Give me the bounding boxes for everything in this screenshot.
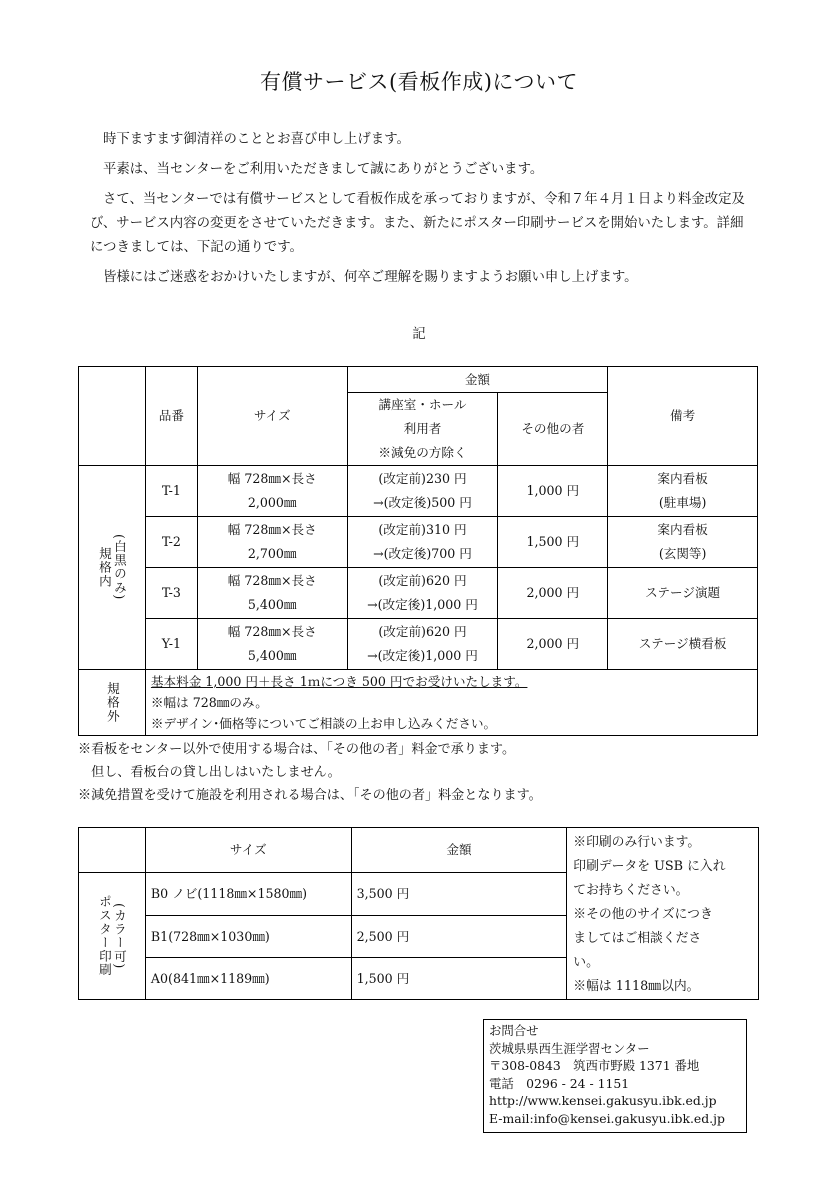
size-line2: 2,700㎜ bbox=[247, 546, 297, 561]
nonstandard-label-cell bbox=[79, 670, 146, 736]
poster-price: 2,500 円 bbox=[351, 916, 567, 958]
poster-size: B1(728㎜×1030㎜) bbox=[145, 916, 351, 958]
size-cell bbox=[197, 619, 347, 670]
price-before: (改定前)230 円 bbox=[378, 471, 467, 486]
page-title: 有償サービス(看板作成)について bbox=[260, 70, 578, 94]
price-before: (改定前)620 円 bbox=[378, 573, 467, 588]
header-remarks: 備考 bbox=[608, 367, 758, 466]
price-after: →(改定後)1,000 円 bbox=[367, 597, 478, 612]
group-standard-label: 規格内 bbox=[96, 547, 112, 588]
price-after: →(改定後)500 円 bbox=[373, 495, 472, 510]
contact-tel: 電話 0296 - 24 - 1151 bbox=[489, 1075, 630, 1091]
table-row bbox=[79, 466, 758, 517]
contact-address: 〒308-0843 筑西市野殿 1371 番地 bbox=[489, 1058, 700, 1073]
price-before: (改定前)620 円 bbox=[378, 624, 467, 639]
poster-group-label: ポスター印刷 bbox=[96, 895, 112, 977]
poster-header-size: サイズ bbox=[145, 828, 351, 873]
poster-size: A0(841㎜×1189㎜) bbox=[145, 958, 351, 1000]
table-row bbox=[79, 619, 758, 670]
side-note-line: ※印刷のみ行います。 bbox=[573, 835, 701, 850]
intro-apology: 皆様にはご迷惑をおかけいたしますが、何卒ご理解を賜りますようお願い申し上げます。 bbox=[103, 270, 638, 285]
item-no: Y-1 bbox=[145, 619, 197, 670]
size-line2: 5,400㎜ bbox=[247, 597, 297, 612]
size-line2: 2,000㎜ bbox=[247, 495, 297, 510]
note-line: ※看板をセンター以外で使用する場合は、「その他の者」料金で承ります。 bbox=[78, 742, 516, 757]
header-size: サイズ bbox=[197, 367, 347, 466]
size-line1: 幅 728㎜×長さ bbox=[227, 573, 317, 588]
nonstandard-line2: ※幅は 728㎜のみ。 bbox=[150, 695, 268, 710]
header-other-price: その他の者 bbox=[498, 393, 608, 466]
group-standard-cell bbox=[79, 466, 146, 670]
other-price: 2,000 円 bbox=[498, 619, 608, 670]
remark-line2: (玄関等) bbox=[658, 546, 707, 561]
side-note-line: い。 bbox=[573, 955, 599, 970]
size-cell bbox=[197, 466, 347, 517]
other-price: 1,500 円 bbox=[498, 517, 608, 568]
remark-cell: ステージ横看板 bbox=[608, 619, 758, 670]
ki-label: 記 bbox=[412, 327, 426, 342]
note-line: ※減免措置を受けて施設を利用される場合は、「その他の者」料金となります。 bbox=[78, 788, 542, 803]
size-line1: 幅 728㎜×長さ bbox=[227, 624, 317, 639]
intro-thanks: 平素は、当センターをご利用いただきまして誠にありがとうございます。 bbox=[103, 162, 544, 177]
side-note-line: ※その他のサイズにつき bbox=[573, 907, 713, 922]
poster-size: B0 ノビ(1118㎜×1580㎜) bbox=[145, 873, 351, 916]
size-cell bbox=[197, 517, 347, 568]
poster-side-note bbox=[567, 828, 759, 1000]
nonstandard-row bbox=[79, 670, 758, 736]
other-price: 1,000 円 bbox=[498, 466, 608, 517]
poster-header-price: 金額 bbox=[351, 828, 567, 873]
price-after: →(改定後)1,000 円 bbox=[367, 648, 478, 663]
poster-group-header-cell bbox=[79, 828, 146, 873]
group-header-cell bbox=[79, 367, 146, 466]
table-row bbox=[79, 568, 758, 619]
item-no: T-1 bbox=[145, 466, 197, 517]
other-price: 2,000 円 bbox=[498, 568, 608, 619]
group-standard-sub: (白黒のみ) bbox=[111, 534, 127, 601]
user-price-cell bbox=[347, 466, 498, 517]
size-line2: 5,400㎜ bbox=[247, 648, 297, 663]
header-item-no: 品番 bbox=[145, 367, 197, 466]
header-price: 金額 bbox=[347, 367, 608, 393]
nonstandard-line3: ※デザイン･価格等についてご相談の上お申し込みください。 bbox=[150, 716, 497, 731]
side-note-line: ましてはご相談くださ bbox=[573, 931, 702, 946]
contact-email: E-mail:info@kensei.gakusyu.ibk.ed.jp bbox=[489, 1110, 725, 1126]
note-line: 但し、看板台の貸し出しはいたしません。 bbox=[78, 765, 341, 780]
sign-notes bbox=[78, 738, 778, 807]
contact-heading: お問合せ bbox=[489, 1023, 539, 1038]
user-price-cell bbox=[347, 619, 498, 670]
table-row bbox=[79, 517, 758, 568]
remark-line1: 案内看板 bbox=[657, 471, 708, 486]
remark-cell bbox=[608, 466, 758, 517]
side-note-line: てお持ちください。 bbox=[573, 883, 689, 898]
poster-group-cell bbox=[79, 873, 146, 1000]
contact-url: http://www.kensei.gakusyu.ibk.ed.jp bbox=[489, 1093, 717, 1108]
price-after: →(改定後)700 円 bbox=[373, 546, 472, 561]
size-cell bbox=[197, 568, 347, 619]
size-line1: 幅 728㎜×長さ bbox=[227, 471, 317, 486]
poster-price-table bbox=[78, 827, 759, 1000]
contact-box bbox=[483, 1019, 747, 1133]
header-user-price-line2: 利用者 bbox=[403, 421, 442, 436]
side-note-line: 印刷データを USB に入れ bbox=[573, 859, 726, 874]
intro-greeting: 時下ますます御清祥のこととお喜び申し上げます。 bbox=[103, 132, 410, 147]
item-no: T-3 bbox=[145, 568, 197, 619]
size-line1: 幅 728㎜×長さ bbox=[227, 522, 317, 537]
user-price-cell bbox=[347, 517, 498, 568]
nonstandard-details bbox=[145, 670, 757, 736]
poster-price: 1,500 円 bbox=[351, 958, 567, 1000]
price-before: (改定前)310 円 bbox=[378, 522, 467, 537]
intro-text bbox=[90, 128, 750, 290]
item-no: T-2 bbox=[145, 517, 197, 568]
intro-announcement: さて、当センターでは有償サービスとして看板作成を承っておりますが、令和７年４月１日より料金改定及び、サービス内容の変更をさせていただきます。また、新たにポスター印刷サービスを開始いたします。詳細につきましては、下記の通りです。 bbox=[90, 192, 745, 255]
header-user-price bbox=[347, 393, 498, 466]
nonstandard-line1: 基本料金 1,000 円＋長さ 1ｍにつき 500 円でお受けいたします。 bbox=[150, 674, 528, 689]
side-note-line: ※幅は 1118㎜以内。 bbox=[573, 979, 700, 994]
header-user-price-line3: ※減免の方除く bbox=[378, 445, 467, 460]
nonstandard-label: 規格外 bbox=[104, 682, 120, 723]
user-price-cell bbox=[347, 568, 498, 619]
remark-line2: (駐車場) bbox=[658, 495, 707, 510]
poster-group-sub: (カラー可) bbox=[111, 902, 127, 970]
remark-cell bbox=[608, 517, 758, 568]
poster-price: 3,500 円 bbox=[351, 873, 567, 916]
header-user-price-line1: 講座室・ホール bbox=[378, 397, 467, 412]
remark-line1: 案内看板 bbox=[657, 522, 708, 537]
remark-cell: ステージ演題 bbox=[608, 568, 758, 619]
contact-org: 茨城県県西生涯学習センター bbox=[489, 1040, 650, 1056]
sign-price-table bbox=[78, 366, 758, 736]
